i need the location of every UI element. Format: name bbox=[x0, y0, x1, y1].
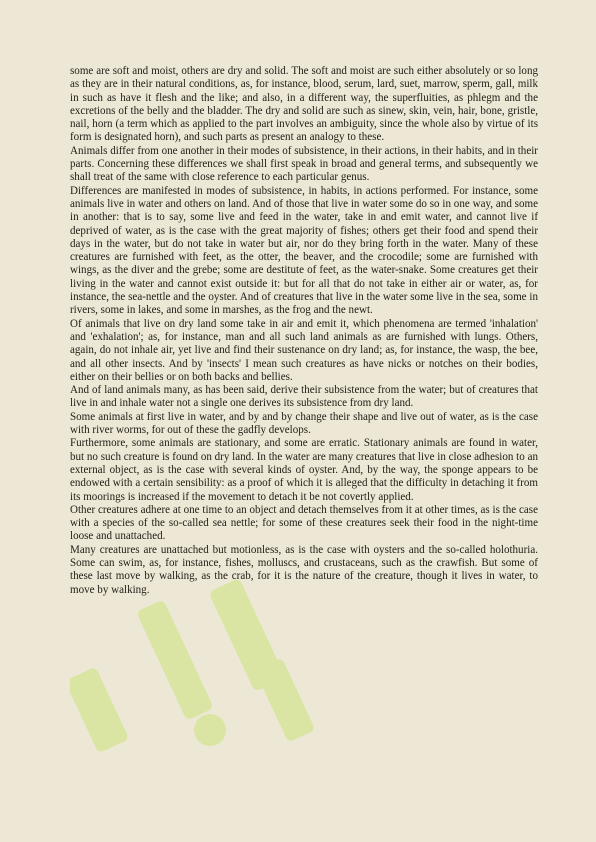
paragraph: some are soft and moist, others are dry and solid. The soft and moist are such either absolutely or so long as they are in their natural conditions, as, for instance, blood, serum, lard, suet, marrow, sperm, gall, milk in such as have it flesh and the like; and also, in a different way, the superfluities, as phlegm and the excretions of the belly and the bladder. The dry and solid are such as sinew, skin, vein, hair, bone, gristle, nail, horn (a term which as applied to the part involves an ambiguity, since the whole also by virtue of its form is designated horn), and such parts as present an analogy to these. bbox=[70, 65, 538, 144]
paragraph: Some animals at first live in water, and by and by change their shape and live out of water, as is the case with river worms, for out of these the gadfly develops. bbox=[70, 410, 538, 437]
body-text bbox=[70, 65, 538, 597]
paragraph: Furthermore, some animals are stationary, and some are erratic. Stationary animals are found in water, but no such creature is found on dry land. In the water are many creatures that live in close adhesion to an external object, as is the case with several kinds of oyster. And, by the way, the sponge appears to be endowed with a certain sensibility: as a proof of which it is alleged that the difficulty in detaching it from its moorings is increased if the movement to detach it be not covertly applied. bbox=[70, 437, 538, 503]
paragraph: Animals differ from one another in their modes of subsistence, in their actions, in their habits, and in their parts. Concerning these differences we shall first speak in broad and general terms, and subsequently we shall treat of the same with close reference to each particular genus. bbox=[70, 144, 538, 184]
paragraph: Of animals that live on dry land some take in air and emit it, which phenomena are termed 'inhalation' and 'exhalation'; as, for instance, man and all such land animals as are furnished with lungs. Others, again, do not inhale air, yet live and find their sustenance on dry land; as, for instance, the wasp, the bee, and all other insects. And by 'insects' I mean such creatures as have nicks or notches on their bodies, either on their bellies or on both backs and bellies. bbox=[70, 317, 538, 383]
paragraph: Many creatures are unattached but motionless, as is the case with oysters and the so-called holothuria. Some can swim, as, for instance, fishes, molluscs, and crustaceans, such as the crawfish. But some of these last move by walking, as the crab, for it is the nature of the creature, though it lives in water, to move by walking. bbox=[70, 543, 538, 596]
paragraph: Differences are manifested in modes of subsistence, in habits, in actions performed. For instance, some animals live in water and others on land. And of those that live in water some do so in one way, and some in another: that is to say, some live and feed in the water, take in and emit water, and cannot live if deprived of water, as is the case with the great majority of fishes; others get their food and spend their days in the water, but do not take in water but air, nor do they bring forth in the water. Many of these creatures are furnished with feet, as the otter, the beaver, and the crocodile; some are furnished with wings, as the diver and the grebe; some are destitute of feet, as the water-snake. Some creatures get their living in the water and cannot exist outside it: but for all that do not take in either air or water, as, for instance, the sea-nettle and the oyster. And of creatures that live in the water some live in the sea, some in rivers, some in lakes, and some in marshes, as the frog and the newt. bbox=[70, 184, 538, 317]
paragraph: And of land animals many, as has been said, derive their subsistence from the water; but of creatures that live in and inhale water not a single one derives its subsistence from dry land. bbox=[70, 384, 538, 410]
paragraph: Other creatures adhere at one time to an object and detach themselves from it at other times, as is the case with a species of the so-called sea nettle; for some of these creatures seek their food in the night-time loose and unattached. bbox=[70, 503, 538, 543]
